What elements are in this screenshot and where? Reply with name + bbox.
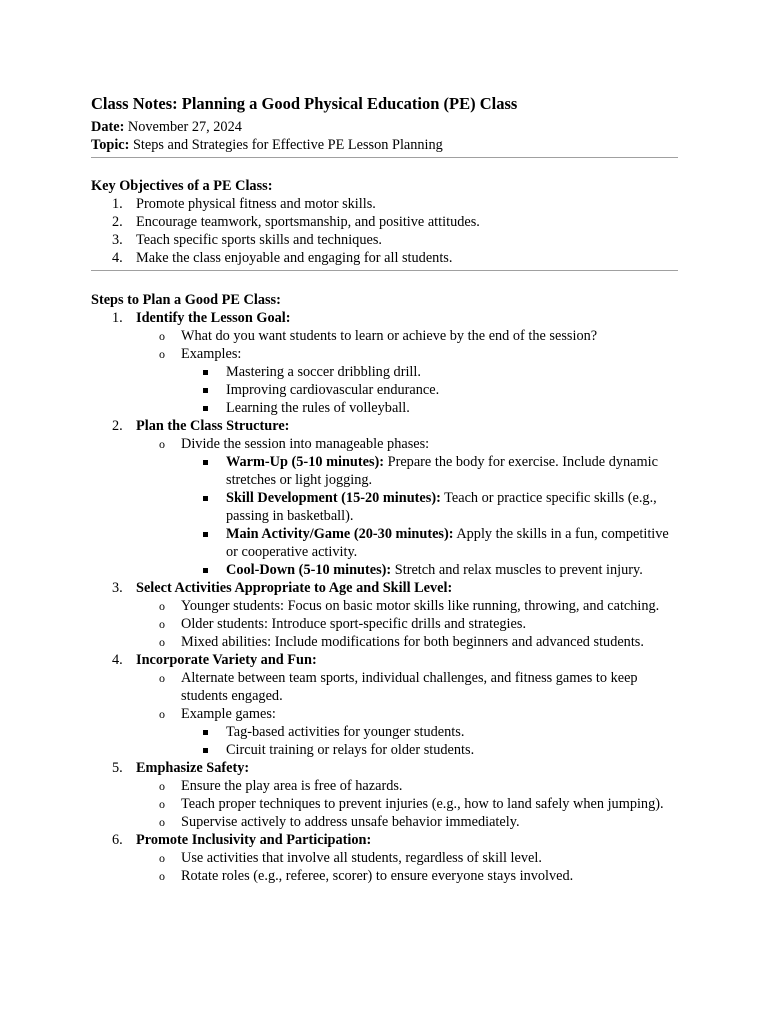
steps-heading: Steps to Plan a Good PE Class: bbox=[91, 292, 281, 308]
step-subitem bbox=[136, 813, 678, 831]
step-item bbox=[91, 309, 678, 417]
objective-number: 1. bbox=[112, 196, 123, 212]
step-subsubitem bbox=[181, 741, 678, 759]
step-subitem-text: What do you want students to learn or achieve by the end of the session? bbox=[181, 328, 598, 344]
square-bullet-icon bbox=[203, 568, 208, 573]
step-subitem-text: Supervise actively to address unsafe behavior immediately. bbox=[181, 814, 520, 830]
topic-value: Steps and Strategies for Effective PE Lesson Planning bbox=[132, 137, 443, 153]
step-subitem-text: Example games: bbox=[181, 706, 276, 722]
step-subsubitem bbox=[181, 363, 678, 381]
step-item bbox=[91, 651, 678, 759]
step-phase-label: Warm-Up (5-10 minutes): bbox=[226, 454, 385, 470]
objective-number: 4. bbox=[112, 250, 123, 266]
objective-item bbox=[91, 213, 678, 231]
square-bullet-icon bbox=[203, 370, 208, 375]
step-item bbox=[91, 831, 678, 885]
divider bbox=[91, 157, 678, 158]
circle-bullet-icon: o bbox=[159, 779, 165, 793]
step-subitem-text: Alternate between team sports, individual challenges, and fitness games to keep students engaged. bbox=[181, 670, 638, 704]
step-subitem bbox=[136, 795, 678, 813]
topic-label: Topic: bbox=[91, 137, 130, 153]
objective-text: Teach specific sports skills and techniques. bbox=[136, 232, 382, 248]
objective-item bbox=[91, 195, 678, 213]
objectives-list bbox=[91, 195, 678, 267]
step-sublist bbox=[136, 777, 678, 831]
step-subsublist bbox=[181, 363, 678, 417]
step-number: 6. bbox=[112, 832, 123, 848]
topic-line bbox=[91, 136, 678, 154]
step-number: 4. bbox=[112, 652, 123, 668]
step-subitem bbox=[136, 633, 678, 651]
step-title: Select Activities Appropriate to Age and Skill Level: bbox=[136, 580, 453, 596]
step-phase-label: Cool-Down (5-10 minutes): bbox=[226, 562, 392, 578]
step-subsubitem-text: Teach or practice specific skills (e.g., passing in basketball). bbox=[226, 490, 657, 524]
step-sublist bbox=[136, 435, 678, 579]
divider bbox=[91, 270, 678, 271]
step-subitem bbox=[136, 669, 678, 705]
square-bullet-icon bbox=[203, 532, 208, 537]
circle-bullet-icon: o bbox=[159, 347, 165, 361]
step-subsubitem-text: Mastering a soccer dribbling drill. bbox=[226, 364, 421, 380]
objective-item bbox=[91, 249, 678, 267]
circle-bullet-icon: o bbox=[159, 437, 165, 451]
step-subitem-text: Divide the session into manageable phases: bbox=[181, 436, 430, 452]
circle-bullet-icon: o bbox=[159, 599, 165, 613]
step-subitem-text: Rotate roles (e.g., referee, scorer) to ensure everyone stays involved. bbox=[181, 868, 574, 884]
date-label: Date: bbox=[91, 119, 125, 135]
objectives-heading: Key Objectives of a PE Class: bbox=[91, 178, 273, 194]
circle-bullet-icon: o bbox=[159, 329, 165, 343]
objective-text: Encourage teamwork, sportsmanship, and positive attitudes. bbox=[136, 214, 480, 230]
step-phase-label: Main Activity/Game (20-30 minutes): bbox=[226, 526, 454, 542]
step-subsubitem bbox=[181, 399, 678, 417]
step-subitem bbox=[136, 867, 678, 885]
step-title: Plan the Class Structure: bbox=[136, 418, 290, 434]
step-subitem-text: Mixed abilities: Include modifications for both beginners and advanced students. bbox=[181, 634, 644, 650]
steps-list bbox=[91, 309, 678, 885]
circle-bullet-icon: o bbox=[159, 815, 165, 829]
step-sublist bbox=[136, 327, 678, 417]
step-item bbox=[91, 417, 678, 579]
step-subsubitem bbox=[181, 489, 678, 525]
step-sublist bbox=[136, 849, 678, 885]
step-subsubitem-text: Apply the skills in a fun, competitive or cooperative activity. bbox=[226, 526, 669, 560]
step-subsubitem bbox=[181, 453, 678, 489]
step-subitem-text: Use activities that involve all students, regardless of skill level. bbox=[181, 850, 542, 866]
objective-number: 3. bbox=[112, 232, 123, 248]
step-subitem bbox=[136, 327, 678, 345]
step-subsubitem bbox=[181, 723, 678, 741]
step-phase-label: Skill Development (15-20 minutes): bbox=[226, 490, 441, 506]
step-subitem bbox=[136, 615, 678, 633]
square-bullet-icon bbox=[203, 460, 208, 465]
step-subsubitem-text: Improving cardiovascular endurance. bbox=[226, 382, 440, 398]
circle-bullet-icon: o bbox=[159, 635, 165, 649]
step-number: 2. bbox=[112, 418, 123, 434]
objective-text: Promote physical fitness and motor skills. bbox=[136, 196, 376, 212]
step-number: 1. bbox=[112, 310, 123, 326]
step-item bbox=[91, 579, 678, 651]
step-subitem-text: Examples: bbox=[181, 346, 242, 362]
objective-text: Make the class enjoyable and engaging for all students. bbox=[136, 250, 453, 266]
date-line bbox=[91, 118, 678, 136]
step-subsubitem bbox=[181, 381, 678, 399]
step-sublist bbox=[136, 669, 678, 759]
step-number: 5. bbox=[112, 760, 123, 776]
circle-bullet-icon: o bbox=[159, 707, 165, 721]
step-subitem-text: Teach proper techniques to prevent injuries (e.g., how to land safely when jumping). bbox=[181, 796, 664, 812]
square-bullet-icon bbox=[203, 748, 208, 753]
step-subitem bbox=[136, 435, 678, 579]
circle-bullet-icon: o bbox=[159, 671, 165, 685]
step-subitem-text: Older students: Introduce sport-specific drills and strategies. bbox=[181, 616, 527, 632]
step-subitem bbox=[136, 705, 678, 759]
circle-bullet-icon: o bbox=[159, 797, 165, 811]
step-subsublist bbox=[181, 723, 678, 759]
circle-bullet-icon: o bbox=[159, 869, 165, 883]
objective-number: 2. bbox=[112, 214, 123, 230]
step-title: Identify the Lesson Goal: bbox=[136, 310, 291, 326]
date-value: November 27, 2024 bbox=[127, 119, 242, 135]
step-subsubitem bbox=[181, 561, 678, 579]
step-subsubitem-text: Prepare the body for exercise. Include dynamic stretches or light jogging. bbox=[226, 454, 658, 488]
step-subsubitem-text: Tag-based activities for younger students. bbox=[226, 724, 465, 740]
square-bullet-icon bbox=[203, 388, 208, 393]
step-title: Incorporate Variety and Fun: bbox=[136, 652, 317, 668]
step-title: Emphasize Safety: bbox=[136, 760, 250, 776]
circle-bullet-icon: o bbox=[159, 851, 165, 865]
step-subsubitem-text: Stretch and relax muscles to prevent injury. bbox=[391, 562, 643, 578]
objective-item bbox=[91, 231, 678, 249]
step-subitem bbox=[136, 777, 678, 795]
step-sublist bbox=[136, 597, 678, 651]
document-title: Class Notes: Planning a Good Physical Education (PE) Class bbox=[91, 94, 518, 113]
step-subsubitem bbox=[181, 525, 678, 561]
step-subsublist bbox=[181, 453, 678, 579]
step-subitem-text: Ensure the play area is free of hazards. bbox=[181, 778, 403, 794]
step-subitem bbox=[136, 849, 678, 867]
step-subitem bbox=[136, 345, 678, 417]
square-bullet-icon bbox=[203, 406, 208, 411]
step-subsubitem-text: Learning the rules of volleyball. bbox=[226, 400, 410, 416]
square-bullet-icon bbox=[203, 496, 208, 501]
step-subitem-text: Younger students: Focus on basic motor skills like running, throwing, and catching. bbox=[181, 598, 660, 614]
square-bullet-icon bbox=[203, 730, 208, 735]
step-title: Promote Inclusivity and Participation: bbox=[136, 832, 372, 848]
step-item bbox=[91, 759, 678, 831]
circle-bullet-icon: o bbox=[159, 617, 165, 631]
step-number: 3. bbox=[112, 580, 123, 596]
step-subsubitem-text: Circuit training or relays for older students. bbox=[226, 742, 475, 758]
step-subitem bbox=[136, 597, 678, 615]
